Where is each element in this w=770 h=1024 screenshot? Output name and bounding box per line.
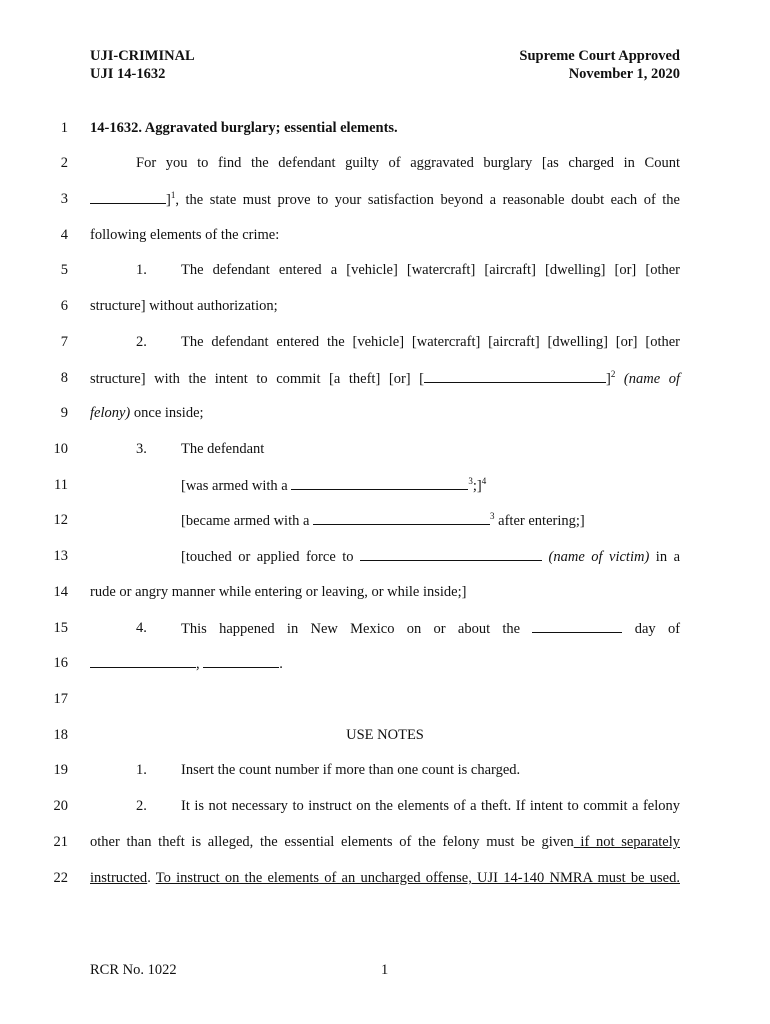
option-armed-text: [was armed with a	[181, 478, 292, 494]
footnote-ref: 2	[610, 369, 616, 380]
use-notes-heading: USE NOTES	[346, 727, 424, 743]
line-number: 20	[53, 798, 68, 814]
line-number: 21	[53, 834, 68, 850]
option-touched-end: in a	[649, 549, 681, 565]
line-number: 1	[60, 120, 68, 136]
option-armed-end: ;]	[472, 478, 482, 494]
comma: ,	[196, 656, 200, 672]
line-number: 4	[60, 227, 68, 243]
body-line-9-text: once inside;	[130, 405, 204, 421]
option-armed	[181, 477, 486, 495]
day-of-label: day of	[634, 621, 681, 637]
year-blank[interactable]	[203, 655, 279, 668]
element-2-text: The defendant entered the [vehicle] [watercraft] [aircraft] [dwelling] [or] [other	[181, 334, 680, 350]
body-line-3	[90, 191, 680, 209]
line-number: 14	[53, 584, 68, 600]
option-touched-text: [touched or applied force to	[181, 549, 361, 565]
option-became-armed-text: [became armed with a	[181, 513, 314, 529]
header-left-line1: UJI-CRIMINAL	[90, 48, 195, 64]
footnote-ref: 1	[170, 190, 176, 201]
body-line-4: following elements of the crime:	[90, 227, 280, 243]
note-2-line-22	[90, 870, 680, 887]
line-number: 11	[54, 477, 68, 493]
name-of-victim-label: (name of victim)	[548, 549, 650, 565]
body-line-16: , .	[90, 655, 680, 673]
note-2-text: It is not necessary to instruct on the elements of a theft. If intent to commit a felony	[181, 798, 680, 814]
element-1-number: 1.	[136, 262, 147, 278]
element-1-text: The defendant entered a [vehicle] [watercraft] [aircraft] [dwelling] [or] [other	[181, 262, 680, 278]
month-blank[interactable]	[90, 655, 196, 668]
line-number: 6	[60, 298, 68, 314]
option-touched	[181, 548, 680, 566]
footnote-ref: 4	[481, 476, 487, 487]
line-number: 2	[60, 155, 68, 171]
line-number: 19	[53, 762, 68, 778]
element-4-label: This happened in New Mexico on or about the	[181, 621, 521, 637]
weapon-blank[interactable]	[313, 512, 490, 525]
bracket: ]	[166, 192, 171, 208]
line-number: 3	[60, 191, 68, 207]
line-number: 13	[53, 548, 68, 564]
felony-blank[interactable]	[424, 370, 606, 383]
body-line-3-text: , the state must prove to your satisfaction beyond a reasonable doubt each of the	[175, 192, 680, 208]
element-4-number: 4.	[136, 620, 147, 636]
line-number: 12	[53, 512, 68, 528]
line-number: 5	[60, 262, 68, 278]
body-line-2: For you to find the defendant guilty of aggravated burglary [as charged in Count	[136, 155, 680, 171]
footnote-ref: 3	[468, 476, 473, 487]
line-number: 17	[53, 691, 68, 707]
name-of-label: (name of	[623, 371, 681, 387]
body-line-14: rude or angry manner while entering or leaving, or while inside;]	[90, 584, 467, 600]
note-2-underlined: if not separately	[573, 834, 680, 850]
option-became-armed	[181, 512, 585, 530]
note-2-line-21-text: other than theft is alleged, the essential elements of the felony must be given	[90, 834, 574, 850]
victim-blank[interactable]	[360, 548, 542, 561]
option-became-armed-end: after entering;]	[494, 513, 585, 529]
element-2-number: 2.	[136, 334, 147, 350]
bracket: ]	[606, 371, 611, 387]
header-right-line2: November 1, 2020	[568, 66, 680, 82]
line-number: 10	[53, 441, 68, 457]
weapon-blank[interactable]	[291, 477, 468, 490]
count-blank[interactable]	[90, 191, 166, 204]
element-4-text	[181, 620, 680, 638]
body-line-9	[90, 405, 680, 422]
note-2-underlined: instructed	[90, 870, 148, 886]
note-2-underlined-sentence: To instruct on the elements of an uncharged offense, UJI 14-140 NMRA must be used.	[155, 870, 680, 886]
body-line-8	[90, 370, 680, 388]
element-3-text: The defendant	[181, 441, 265, 457]
line-number: 18	[53, 727, 68, 743]
header-left-line2: UJI 14-1632	[90, 66, 166, 82]
note-1-text: Insert the count number if more than one count is charged.	[181, 762, 521, 778]
line-number: 7	[60, 334, 68, 350]
note-2-number: 2.	[136, 798, 147, 814]
note-1-number: 1.	[136, 762, 147, 778]
note-2-line-21	[90, 834, 680, 851]
body-line-8-text: structure] with the intent to commit [a theft] [or] [	[90, 371, 424, 387]
line-number: 8	[60, 370, 68, 386]
page-number: 1	[381, 962, 389, 978]
element-3-number: 3.	[136, 441, 147, 457]
day-blank[interactable]	[532, 620, 622, 633]
felony-label: felony)	[90, 405, 131, 421]
line-number: 9	[60, 405, 68, 421]
footnote-ref: 3	[490, 511, 495, 522]
period: .	[147, 870, 156, 886]
body-line-6: structure] without authorization;	[90, 298, 278, 314]
line-number: 22	[53, 870, 68, 886]
line-number: 16	[53, 655, 68, 671]
footer-rcr: RCR No. 1022	[90, 962, 177, 978]
header-right-line1: Supreme Court Approved	[519, 48, 680, 64]
instruction-title: 14-1632. Aggravated burglary; essential elements.	[90, 120, 398, 136]
line-number: 15	[53, 620, 68, 636]
